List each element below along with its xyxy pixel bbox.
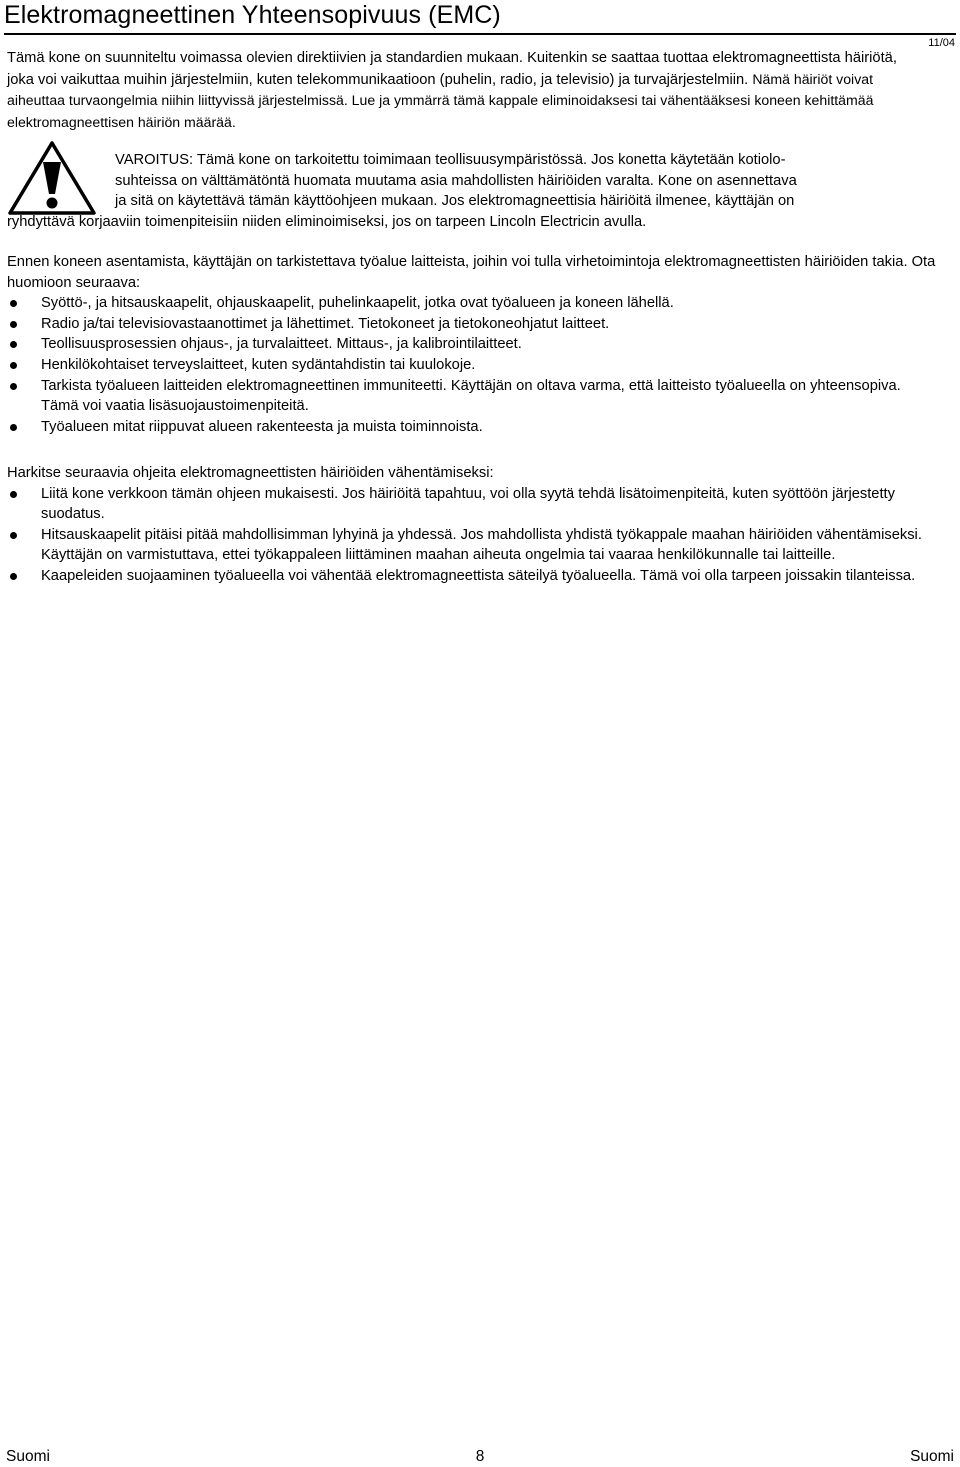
warning-line: VAROITUS: Tämä kone on tarkoitettu toimimaan teollisuusympäristössä. Jos konetta käytetään kotiolo- (115, 152, 786, 168)
page-footer (6, 1447, 954, 1467)
revision-date: 11/04 (928, 37, 955, 49)
warning-line: suhteissa on välttämätöntä huomata muutama asia mahdollisten häiriöiden varalta. Kone on asennettava (115, 172, 797, 189)
title-divider (4, 33, 956, 35)
section1-list (7, 293, 942, 437)
list-item: Radio ja/tai televisiovastaanottimet ja lähettimet. Tietokoneet ja tietokoneohjatut laitteet. (7, 314, 942, 335)
intro-text-b: Nämä häiriöt voivat aiheuttaa turvaongelmia niihin liittyvissä järjestelmissä. Lue ja ymmärrä tämä kappale eliminoidaksesi tai vähentääksesi koneen kehittämää elektromagneettisen häiriön määrää. (7, 70, 874, 130)
page-title: Elektromagneettinen Yhteensopivuus (EMC) (4, 1, 501, 29)
list-item: Kaapeleiden suojaaminen työalueella voi vähentää elektromagneettista säteilyä työalueella. Tämä voi olla tarpeen joissakin tilanteissa. (7, 566, 942, 587)
page-number: 8 (475, 1448, 485, 1465)
equipment-check-section (7, 252, 942, 437)
section2-intro: Harkitse seuraavia ohjeita elektromagneettisten häiriöiden vähentämiseksi: (7, 465, 494, 481)
warning-paragraph (7, 150, 942, 232)
section1-intro: Ennen koneen asentamista, käyttäjän on tarkistettava työalue laitteista, joihin voi tulla virhetoimintoja elektromagneettisten häiriöiden takia. Ota huomioon seuraava: (7, 254, 936, 291)
warning-line: ryhdyttävä korjaaviin toimenpiteisiin niiden eliminoimiseksi, jos on tarpeen Lincoln Electricin avulla. (7, 213, 647, 230)
intro-text-a: Tämä kone on suunniteltu voimassa olevien direktiivien ja standardien mukaan. Kuitenkin se saattaa tuottaa elektromagneettista häiriötä, joka voi vaikuttaa muihin järjestelmiin, kuten telekommunikaatioon (puhelin, radio, ja televisio) ja turvajärjestelmiin. (7, 50, 897, 88)
section2-list (7, 484, 942, 587)
list-item: Liitä kone verkkoon tämän ohjeen mukaisesti. Jos häiriöitä tapahtuu, voi olla syytä tehdä lisätoimenpiteitä, kuten syöttöön järjestetty suodatus. (7, 484, 942, 525)
intro-paragraph (7, 48, 915, 133)
list-item: Työalueen mitat riippuvat alueen rakenteesta ja muista toiminnoista. (7, 417, 942, 438)
list-item: Syöttö-, ja hitsauskaapelit, ohjauskaapelit, puhelinkaapelit, jotka ovat työalueen ja koneen lähellä. (7, 293, 942, 314)
warning-line: ja sitä on käytettävä tämän käyttöohjeen mukaan. Jos elektromagneettisia häiriöitä ilmenee, käyttäjän on (115, 193, 795, 210)
list-item: Henkilökohtaiset terveyslaitteet, kuten sydäntahdistin tai kuulokoje. (7, 355, 942, 376)
interference-reduction-section (7, 463, 942, 587)
list-item: Teollisuusprosessien ohjaus-, ja turvalaitteet. Mittaus-, ja kalibrointilaitteet. (7, 334, 942, 355)
list-item: Hitsauskaapelit pitäisi pitää mahdollisimman lyhyinä ja yhdessä. Jos mahdollista yhdistä työkappale maahan häiriöiden vähentämiseksi. Käyttäjän on varmistuttava, ettei työkappaleen liittäminen maahan aiheuta ongelmia tai vaaraa henkilökunnalle tai laitteille. (7, 525, 942, 566)
footer-language-left: Suomi (6, 1448, 50, 1465)
footer-language-right: Suomi (910, 1448, 954, 1465)
list-item: Tarkista työalueen laitteiden elektromagneettinen immuniteetti. Käyttäjän on oltava varma, että laitteisto työalueella on yhteensopiva. Tämä voi vaatia lisäsuojaustoimenpiteitä. (7, 376, 942, 417)
